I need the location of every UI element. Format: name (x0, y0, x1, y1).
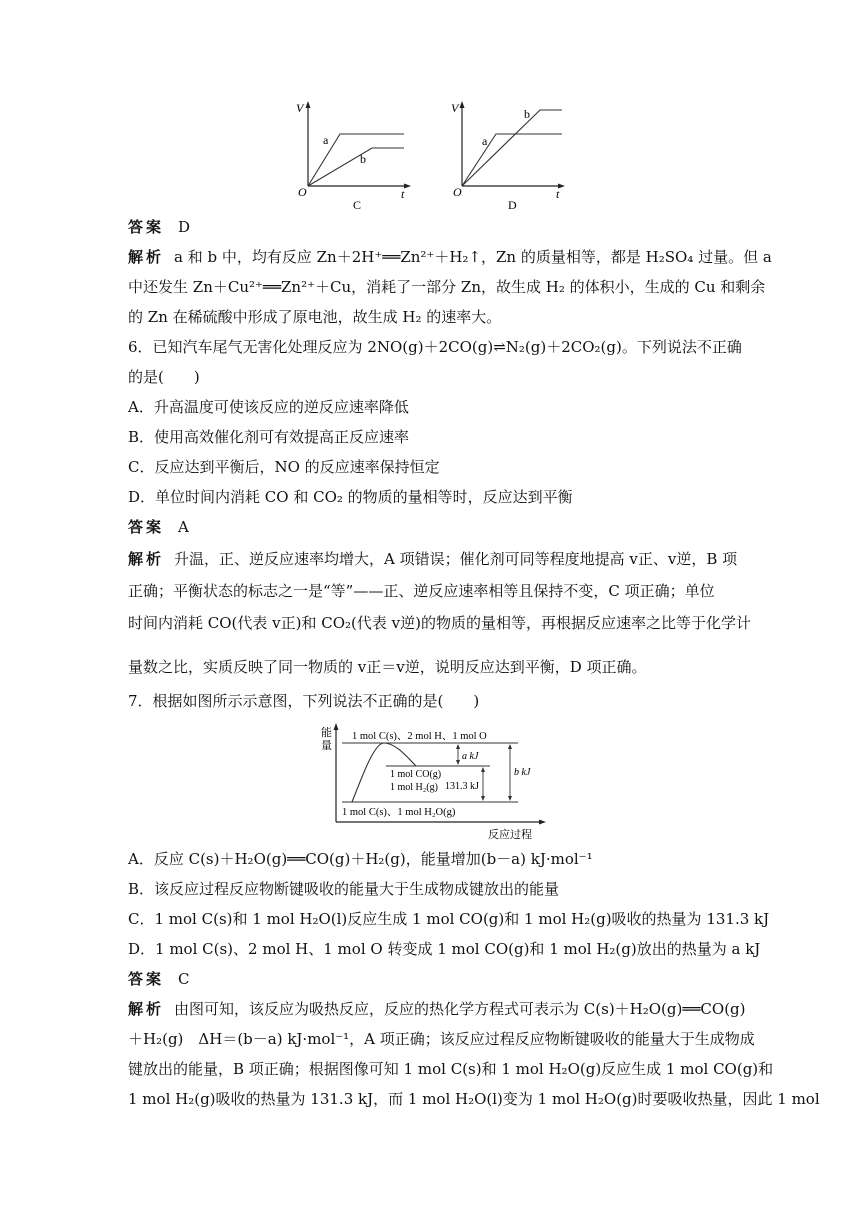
graph-c-caption: C (353, 198, 362, 212)
q6-explain-line-2: 正确；平衡状态的标志之一是“等”——正、逆反应速率相等且保持不变，C 项正确；单位 (128, 582, 715, 600)
q5-explain-line-2: 中还发生 Zn＋Cu²⁺══Zn²⁺＋Cu，消耗了一部分 Zn，故生成 H₂ 的体积小，生成的 Cu 和剩余 (128, 278, 766, 296)
q6-explain-line-1 (128, 548, 740, 570)
graph-d-y-label: V (451, 101, 459, 115)
graph-c (290, 98, 420, 213)
q6-stem-line-2: 的是( ) (128, 368, 200, 386)
q7-stem: 7．根据如图所示示意图，下列说法不正确的是( ) (128, 692, 480, 710)
q6-option-b: B．使用高效催化剂可有效提高正反应速率 (128, 428, 410, 446)
q6-option-a: A．升高温度可使该反应的逆反应速率降低 (128, 398, 409, 416)
q7-explain-line-1 (128, 998, 746, 1020)
q7-option-a: A．反应 C(s)＋H₂O(g)══CO(g)＋H₂(g)，能量增加(b－a) kJ·mol⁻¹ (128, 850, 593, 868)
graph-d-y-arrow (460, 101, 465, 108)
q6-explain-label: 解析 (128, 550, 165, 568)
graph-c-label-a: a (323, 133, 329, 147)
q5-explain-line-1 (128, 246, 772, 268)
q6-stem-line-1: 6．已知汽车尾气无害化处理反应为 2NO(g)＋2CO(g)⇌N₂(g)＋2CO₂(g)。下列说法不正确 (128, 338, 742, 356)
q6-answer-label: 答案 (128, 518, 165, 536)
q5-answer: D (178, 218, 191, 236)
graph-c-y-label: V (296, 101, 304, 115)
q7-answer-label: 答案 (128, 970, 165, 988)
q6-explain-text-1: 升温，正、逆反应速率均增大，A 项错误；催化剂可同等程度地提高 v正、v逆，B 项 (174, 550, 738, 568)
energy-x-label: 反应过程 (488, 829, 532, 841)
q5-explain-line-3: 的 Zn 在稀硫酸中形成了原电池，故生成 H₂ 的速率大。 (128, 308, 502, 326)
q6-explain-line-4: 量数之比，实质反映了同一物质的 v正＝v逆，说明反应达到平衡，D 项正确。 (128, 658, 647, 676)
energy-y-label-1: 能 (321, 727, 332, 739)
q5-answer-line (128, 216, 740, 238)
energy-y-arrow (334, 723, 339, 730)
energy-value-label: 131.3 kJ (445, 781, 479, 792)
energy-131-arrow-head-top (481, 767, 485, 772)
energy-mid-level-label-1: 1 mol CO(g) (390, 769, 442, 780)
energy-top-level-label: 1 mol C(s)、2 mol H、1 mol O (352, 731, 487, 742)
energy-a-arrow-head-top (456, 744, 460, 749)
energy-x-arrow (539, 820, 546, 825)
graph-d-curve-a (462, 134, 562, 186)
graph-c-label-b: b (360, 152, 366, 166)
q7-option-d: D．1 mol C(s)、2 mol H、1 mol O 转变成 1 mol CO(g)和 1 mol H₂(g)放出的热量为 a kJ (128, 940, 761, 958)
q5-explain-text-1: a 和 b 中，均有反应 Zn＋2H⁺══Zn²⁺＋H₂↑，Zn 的质量相等，都是 H₂SO₄ 过量。但 a (174, 248, 772, 266)
energy-a-label: a kJ (462, 751, 479, 762)
q6-option-d: D．单位时间内消耗 CO 和 CO₂ 的物质的量相等时，反应达到平衡 (128, 488, 573, 506)
graph-d-origin: O (453, 185, 462, 199)
graph-d-caption: D (508, 198, 517, 212)
q7-answer: C (178, 970, 190, 988)
graph-c-y-arrow (306, 101, 311, 108)
q7-explain-line-4: 1 mol H₂(g)吸收的热量为 131.3 kJ，而 1 mol H₂O(l)变为 1 mol H₂O(g)时要吸收热量，因此 1 mol (128, 1090, 820, 1108)
q7-option-c: C．1 mol C(s)和 1 mol H₂O(l)反应生成 1 mol CO(g)和 1 mol H₂(g)吸收的热量为 131.3 kJ (128, 910, 770, 928)
energy-131-arrow-head-bottom (481, 796, 485, 801)
q7-explain-text-1: 由图可知，该反应为吸热反应，反应的热化学方程式可表示为 C(s)＋H₂O(g)══CO(g) (174, 1000, 746, 1018)
energy-y-label-2: 量 (321, 740, 332, 752)
q7-explain-line-3: 键放出的能量，B 项正确；根据图像可知 1 mol C(s)和 1 mol H₂O(g)反应生成 1 mol CO(g)和 (128, 1060, 774, 1078)
graph-c-x-label: t (401, 187, 405, 201)
energy-diagram (318, 722, 550, 844)
q5-explain-label: 解析 (128, 248, 165, 266)
energy-bottom-level-label: 1 mol C(s)、1 mol H₂O(g) (342, 807, 456, 818)
q6-answer-line (128, 516, 740, 538)
energy-a-arrow-head-bottom (456, 760, 460, 765)
graph-d-label-a: a (482, 134, 488, 148)
q6-answer: A (178, 518, 189, 536)
graph-c-origin: O (298, 185, 307, 199)
energy-b-arrow-head-bottom (508, 796, 512, 801)
energy-mid-level-label-2: 1 mol H₂(g) (390, 782, 438, 793)
graph-c-x-arrow (404, 184, 411, 189)
q7-option-b: B．该反应过程反应物断键吸收的能量大于生成物成键放出的能量 (128, 880, 560, 898)
q6-explain-line-3: 时间内消耗 CO(代表 v正)和 CO₂(代表 v逆)的物质的量相等，再根据反应速率之比等于化学计 (128, 614, 751, 632)
q6-option-c: C．反应达到平衡后，NO 的反应速率保持恒定 (128, 458, 440, 476)
energy-b-arrow-head-top (508, 744, 512, 749)
graph-c-curve-b (308, 148, 404, 186)
graph-d (446, 98, 576, 213)
q7-answer-line (128, 968, 740, 990)
q7-explain-line-2: ＋H₂(g) ΔH＝(b－a) kJ·mol⁻¹，A 项正确；该反应过程反应物断键吸收的能量大于生成物成 (128, 1030, 755, 1048)
graph-d-curve-b (462, 110, 562, 186)
energy-b-label: b kJ (514, 767, 531, 778)
graph-d-label-b: b (524, 107, 530, 121)
q7-explain-label: 解析 (128, 1000, 165, 1018)
graph-d-x-label: t (556, 187, 560, 201)
q5-answer-label: 答案 (128, 218, 165, 236)
